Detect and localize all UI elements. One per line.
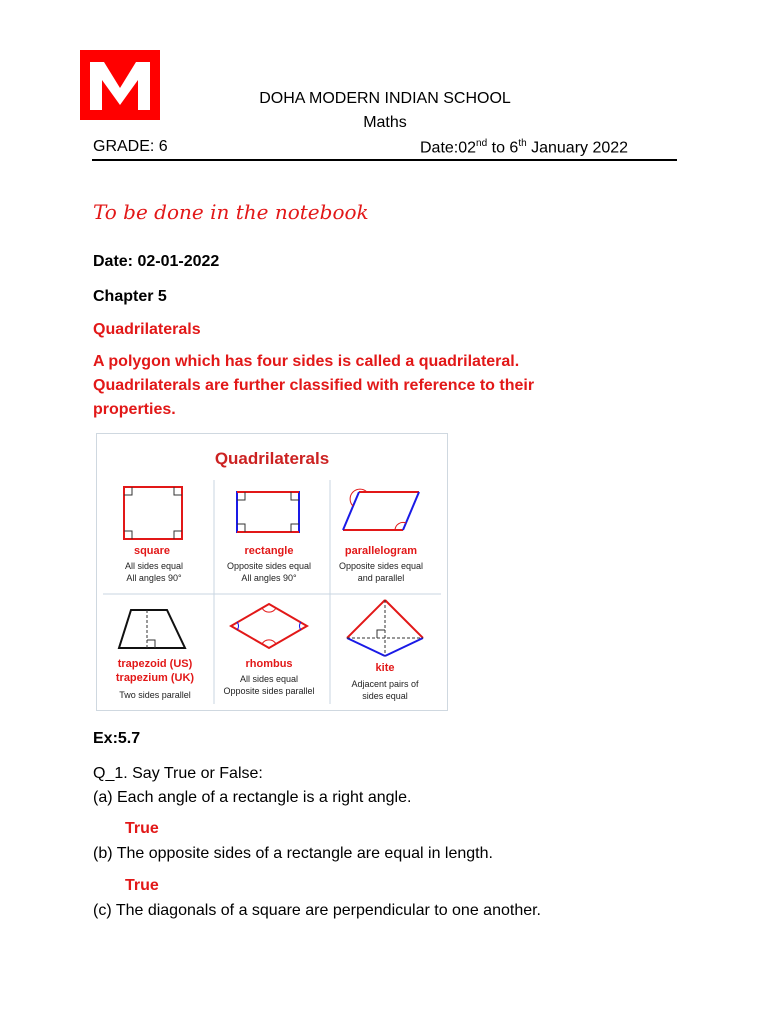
chapter-line: Chapter 5 xyxy=(93,288,167,305)
answer-b: True xyxy=(125,877,159,894)
question-b: (b) The opposite sides of a rectangle are equal in length. xyxy=(93,845,493,862)
parallelogram-desc1: Opposite sides equal xyxy=(338,561,424,571)
parallelogram-shape xyxy=(343,489,419,530)
parallelogram-desc2: and parallel xyxy=(357,573,405,583)
rhombus-shape xyxy=(231,604,307,648)
trapezoid-shape xyxy=(119,610,185,648)
school-logo xyxy=(80,50,160,120)
quadrilaterals-figure xyxy=(96,433,448,711)
definition-text: A polygon which has four sides is called a quadrilateral. Quadrilaterals are further classified with reference to their properties. xyxy=(93,353,535,418)
date-line: Date: 02-01-2022 xyxy=(93,253,220,270)
topic-title: Quadrilaterals xyxy=(93,321,201,338)
trapezoid-desc1: Two sides parallel xyxy=(119,690,191,700)
trapezoid-label: trapezoid (US) xyxy=(117,658,193,670)
grade-label: GRADE: 6 xyxy=(93,138,168,155)
kite-desc2: sides equal xyxy=(362,691,408,701)
square-desc2: All angles 90° xyxy=(126,573,182,583)
question-c: (c) The diagonals of a square are perpendicular to one another. xyxy=(93,902,541,919)
figure-title: Quadrilaterals xyxy=(214,449,330,468)
instruction-heading: To be done in the notebook xyxy=(93,200,369,224)
header-divider xyxy=(92,159,677,161)
square-shape xyxy=(124,487,182,539)
rhombus-desc1: All sides equal xyxy=(239,674,299,684)
school-name: DOHA MODERN INDIAN SCHOOL xyxy=(259,90,511,107)
question-a: (a) Each angle of a rectangle is a right angle. xyxy=(93,789,412,806)
question-1: Q_1. Say True or False: xyxy=(93,765,263,782)
date-range: Date:02nd to 6th January 2022 xyxy=(420,138,629,157)
square-label: square xyxy=(133,545,171,557)
kite-label: kite xyxy=(375,662,395,674)
parallelogram-label: parallelogram xyxy=(344,545,418,557)
rectangle-shape xyxy=(237,492,299,532)
rectangle-label: rectangle xyxy=(244,545,294,557)
rhombus-label: rhombus xyxy=(245,658,293,670)
answer-a: True xyxy=(125,820,159,837)
trapezium-label: trapezium (UK) xyxy=(115,672,195,684)
rectangle-desc2: All angles 90° xyxy=(241,573,297,583)
subject-name: Maths xyxy=(363,114,407,131)
kite-desc1: Adjacent pairs of xyxy=(351,679,419,689)
square-desc1: All sides equal xyxy=(124,561,184,571)
rectangle-desc1: Opposite sides equal xyxy=(226,561,312,571)
rhombus-desc2: Opposite sides parallel xyxy=(223,686,315,696)
exercise-label: Ex:5.7 xyxy=(93,730,141,747)
kite-shape xyxy=(347,600,423,656)
